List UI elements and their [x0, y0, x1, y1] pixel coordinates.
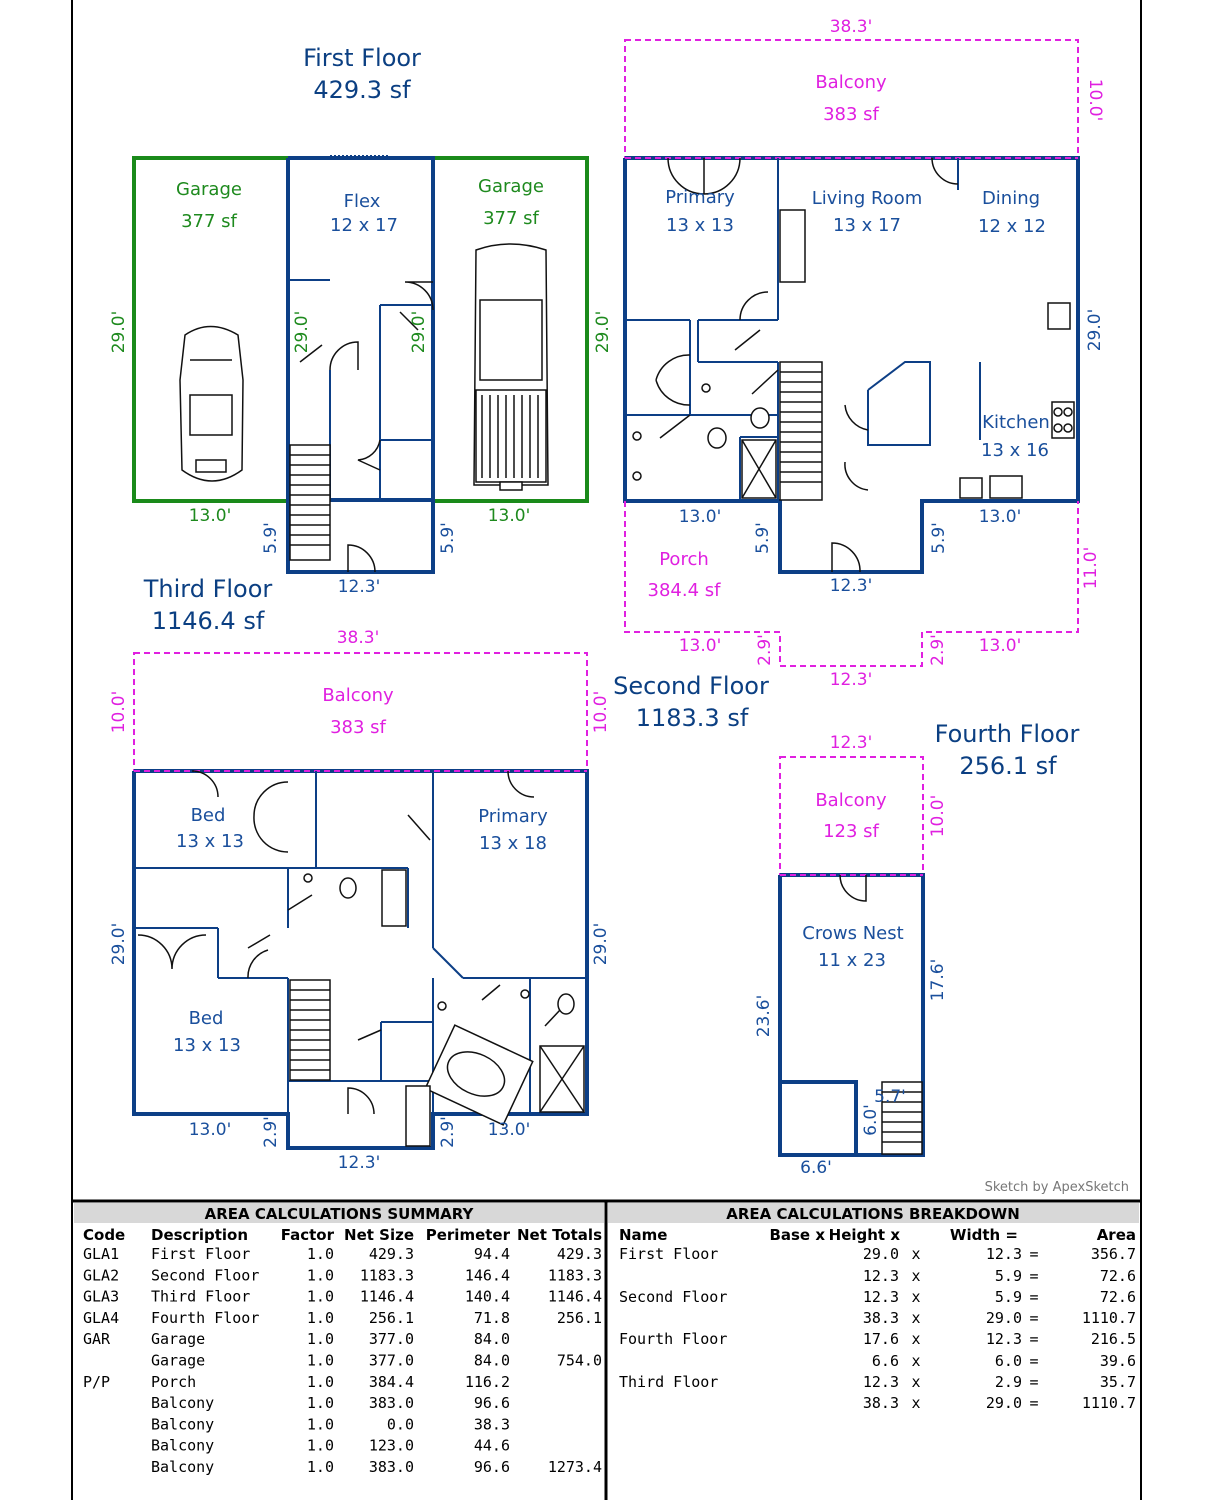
summary-cell: 1146.4	[547, 1287, 602, 1306]
dim-f3-right: 29.0'	[591, 922, 611, 966]
dim-f2-top: 38.3'	[829, 17, 873, 37]
summary-cell: Balcony	[151, 1394, 215, 1413]
truck-icon	[474, 244, 548, 490]
dining-label: Dining	[981, 188, 1041, 209]
fireplace-icon	[780, 210, 805, 282]
summary-header-cell: Description	[151, 1226, 249, 1244]
dim-f4-balcony: 10.0'	[928, 794, 948, 838]
porch-size: 384.4 sf	[647, 580, 721, 601]
fourth-floor-title: Fourth Floor	[934, 720, 1080, 748]
washer-dryer-icon	[406, 1086, 430, 1146]
dim-f1-step-right: 5.9'	[438, 522, 458, 554]
door-arc	[358, 440, 380, 470]
breakdown-cell: x	[911, 1288, 921, 1306]
breakdown-cell: 29.0	[985, 1394, 1022, 1412]
kitchen-size: 13 x 16	[981, 440, 1049, 461]
door-arc	[932, 158, 958, 184]
crows-nest-label: Crows Nest	[802, 923, 904, 944]
door-arc	[840, 875, 866, 901]
dim-f4-notch-top: 5.7'	[874, 1087, 906, 1107]
summary-cell: 71.8	[473, 1308, 510, 1327]
dim-f2-porch-side: 11.0'	[1081, 546, 1101, 590]
flex-size: 12 x 17	[330, 215, 398, 236]
breakdown-cell: =	[1029, 1330, 1039, 1348]
bed-top-size: 13 x 13	[176, 831, 244, 852]
summary-cell: 84.0	[473, 1330, 510, 1349]
dim-f2-step-left: 5.9'	[753, 522, 773, 554]
summary-header-cell: Code	[83, 1226, 126, 1244]
dim-f3-top: 38.3'	[336, 628, 380, 648]
crows-nest-size: 11 x 23	[818, 950, 886, 971]
dim-f2-porch-right: 13.0'	[978, 636, 1022, 656]
breakdown-cell: x	[911, 1394, 921, 1412]
breakdown-cell: Third Floor	[619, 1373, 719, 1391]
dim-f2-right: 29.0'	[1085, 308, 1105, 352]
summary-cell: First Floor	[151, 1245, 251, 1263]
door-leaf	[752, 370, 778, 394]
summary-cell: 1.0	[306, 1330, 334, 1349]
summary-cell: 256.1	[556, 1308, 602, 1327]
summary-rows	[83, 1245, 602, 1476]
dim-f4-bottom: 6.6'	[800, 1158, 832, 1178]
garage-right-label: Garage	[478, 176, 544, 197]
first-floor-title: First Floor	[303, 44, 421, 72]
breakdown-cell: 1110.7	[1081, 1394, 1136, 1412]
summary-cell: GLA2	[83, 1266, 120, 1285]
sink-icon	[633, 432, 641, 440]
summary-headers	[83, 1226, 602, 1244]
door-arc	[248, 950, 268, 978]
summary-cell: GLA4	[83, 1308, 120, 1327]
cooktop-icon	[1052, 402, 1074, 438]
summary-cell: Balcony	[151, 1415, 215, 1434]
door-leaf	[482, 985, 500, 1000]
summary-cell: 754.0	[556, 1351, 602, 1370]
door-arc	[192, 771, 218, 797]
summary-cell: 429.3	[556, 1245, 602, 1263]
dim-f3-left: 29.0'	[109, 922, 129, 966]
porch-label: Porch	[659, 549, 709, 570]
door-leaf	[248, 935, 270, 948]
dim-f1-inner-right: 29.0'	[409, 310, 429, 354]
area-summary-table	[74, 1203, 604, 1476]
closet-door-arc	[254, 782, 288, 852]
closet-door-arc	[656, 355, 690, 405]
dim-f1-inner-left: 29.0'	[292, 310, 312, 354]
first-floor-area: 429.3 sf	[313, 76, 411, 104]
living-room-label: Living Room	[811, 188, 923, 209]
garage-left-label: Garage	[176, 179, 242, 200]
summary-cell: Porch	[151, 1372, 197, 1391]
dim-f1-bottom-left: 13.0'	[188, 506, 232, 526]
summary-header-cell: Net Totals	[516, 1226, 602, 1244]
primary-second-label: Primary	[665, 187, 735, 208]
summary-cell: Fourth Floor	[151, 1308, 260, 1327]
balcony-fourth-outline	[780, 757, 923, 875]
breakdown-cell: 12.3	[862, 1373, 899, 1391]
door-arc	[845, 462, 868, 490]
summary-cell: 1183.3	[359, 1266, 414, 1285]
breakdown-cell: 12.3	[862, 1288, 899, 1306]
door-arc	[845, 405, 868, 430]
breakdown-cell: Fourth Floor	[619, 1330, 728, 1348]
breakdown-cell: x	[911, 1267, 921, 1285]
summary-cell: Balcony	[151, 1458, 215, 1476]
summary-cell: 140.4	[464, 1287, 510, 1306]
dim-f2-bottom: 12.3'	[829, 576, 873, 596]
fridge-icon	[1048, 303, 1070, 329]
summary-cell: 1.0	[306, 1458, 334, 1476]
corner-tub-icon	[425, 1025, 533, 1125]
flex-label: Flex	[343, 191, 381, 212]
dim-f2-balcony: 10.0'	[1085, 78, 1105, 122]
stairs-second	[780, 362, 822, 500]
breakdown-cell: 5.9	[994, 1267, 1022, 1285]
breakdown-cell: 12.3	[985, 1245, 1022, 1263]
breakdown-header-cell: Width =	[949, 1226, 1018, 1244]
garage-left-size: 377 sf	[181, 211, 237, 232]
summary-cell: 1.0	[306, 1351, 334, 1370]
summary-cell: 44.6	[473, 1436, 510, 1455]
breakdown-cell: 38.3	[862, 1309, 899, 1327]
breakdown-header-cell: Area	[1096, 1226, 1136, 1244]
breakdown-cell: x	[911, 1373, 921, 1391]
bed-top-label: Bed	[190, 805, 226, 826]
toilet-icon	[340, 878, 356, 898]
summary-cell: 116.2	[464, 1372, 510, 1391]
dim-f3-balcony-right: 10.0'	[591, 690, 611, 734]
breakdown-cell: x	[911, 1309, 921, 1327]
primary-third-size: 13 x 18	[479, 833, 547, 854]
balcony-third-outline	[134, 653, 587, 771]
toilet-icon	[708, 428, 726, 448]
bed-bottom-size: 13 x 13	[173, 1035, 241, 1056]
dim-f3-bottom-right: 13.0'	[487, 1120, 531, 1140]
balcony-third-size: 383 sf	[330, 717, 386, 738]
door-leaf	[735, 330, 760, 350]
summary-cell: 1.0	[306, 1287, 334, 1306]
breakdown-title: AREA CALCULATIONS BREAKDOWN	[726, 1205, 1020, 1223]
crows-nest-outline-lower	[780, 1082, 856, 1155]
kitchen-label: Kitchen	[982, 412, 1050, 433]
door-arc	[330, 342, 358, 370]
bed-bottom-label: Bed	[188, 1008, 224, 1029]
summary-cell: 1.0	[306, 1415, 334, 1434]
dim-f3-bottom: 12.3'	[337, 1153, 381, 1173]
breakdown-cell: First Floor	[619, 1245, 719, 1263]
summary-cell: Garage	[151, 1330, 206, 1349]
summary-cell: 377.0	[368, 1330, 414, 1349]
breakdown-header-cell: Height x	[828, 1226, 900, 1244]
bathtub-icon	[382, 870, 406, 926]
summary-header-cell: Perimeter	[425, 1226, 510, 1244]
stairs-first	[290, 445, 330, 560]
summary-cell: Second Floor	[151, 1266, 260, 1285]
area-breakdown-table	[608, 1203, 1139, 1412]
summary-cell: 383.0	[368, 1458, 414, 1476]
door-leaf	[660, 415, 690, 438]
breakdown-cell: 12.3	[985, 1330, 1022, 1348]
toilet-icon	[751, 408, 769, 428]
garage-right-size: 377 sf	[483, 208, 539, 229]
breakdown-header-cell: Base x	[769, 1226, 825, 1244]
balcony-second-size: 383 sf	[823, 104, 879, 125]
summary-cell: 1.0	[306, 1372, 334, 1391]
summary-cell: 0.0	[386, 1415, 414, 1434]
door-arc	[348, 545, 375, 572]
summary-cell: 1146.4	[359, 1287, 414, 1306]
breakdown-cell: 38.3	[862, 1394, 899, 1412]
breakdown-cell: 29.0	[985, 1309, 1022, 1327]
balcony-third-label: Balcony	[322, 685, 394, 706]
summary-cell: 1.0	[306, 1266, 334, 1285]
summary-cell: 429.3	[368, 1245, 414, 1263]
breakdown-cell: x	[911, 1352, 921, 1370]
summary-cell: 96.6	[473, 1458, 510, 1476]
summary-title: AREA CALCULATIONS SUMMARY	[204, 1205, 474, 1223]
third-floor-title: Third Floor	[143, 575, 273, 603]
summary-cell: Garage	[151, 1351, 206, 1370]
balcony-fourth-label: Balcony	[815, 790, 887, 811]
car-icon	[180, 327, 243, 482]
sink-icon	[438, 1002, 446, 1010]
dim-f2-porch-step-right: 2.9'	[928, 634, 948, 666]
door-leaf	[545, 1010, 560, 1026]
dim-f2-step-right: 5.9'	[929, 522, 949, 554]
breakdown-cell: 216.5	[1090, 1330, 1136, 1348]
dim-f1-bottom: 12.3'	[337, 577, 381, 597]
breakdown-cell: 1110.7	[1081, 1309, 1136, 1327]
breakdown-cell: =	[1029, 1394, 1039, 1412]
toilet-icon	[558, 994, 574, 1014]
balcony-second-label: Balcony	[815, 72, 887, 93]
summary-cell: 377.0	[368, 1351, 414, 1370]
door-arc	[508, 771, 534, 797]
summary-cell: Third Floor	[151, 1287, 251, 1306]
interior-wall	[433, 948, 463, 978]
summary-cell: 1183.3	[547, 1266, 602, 1285]
dim-f2-bottom-right: 13.0'	[978, 507, 1022, 527]
living-room-size: 13 x 17	[833, 215, 901, 236]
sink-icon	[521, 990, 529, 998]
breakdown-cell: 5.9	[994, 1288, 1022, 1306]
dim-f3-step-left: 2.9'	[261, 1116, 281, 1148]
breakdown-cell: Second Floor	[619, 1288, 728, 1306]
dim-f3-step-right: 2.9'	[438, 1116, 458, 1148]
second-floor-area: 1183.3 sf	[635, 704, 749, 732]
balcony-second-outline	[625, 40, 1078, 158]
sink-icon	[702, 384, 710, 392]
breakdown-cell: 12.3	[862, 1267, 899, 1285]
credit-label: Sketch by ApexSketch	[984, 1180, 1129, 1195]
breakdown-cell: x	[911, 1330, 921, 1348]
dishwasher-icon	[960, 478, 982, 498]
breakdown-cell: 2.9	[994, 1373, 1022, 1391]
stairs-third	[290, 980, 330, 1080]
summary-cell: 96.6	[473, 1394, 510, 1413]
dim-f2-porch-step-left: 2.9'	[755, 634, 775, 666]
summary-header-cell: Factor	[280, 1226, 334, 1244]
first-floor-plan	[109, 44, 613, 597]
breakdown-cell: 6.6	[871, 1352, 899, 1370]
primary-third-label: Primary	[478, 806, 548, 827]
dim-f1-left: 29.0'	[109, 310, 129, 354]
dim-f3-balcony-left: 10.0'	[109, 690, 129, 734]
breakdown-cell: 17.6	[862, 1330, 899, 1348]
breakdown-cell: 356.7	[1090, 1245, 1136, 1263]
summary-cell: 38.3	[473, 1415, 510, 1434]
breakdown-cell: =	[1029, 1267, 1039, 1285]
breakdown-cell: =	[1029, 1309, 1039, 1327]
dim-f2-bottom-left: 13.0'	[678, 507, 722, 527]
second-floor-title: Second Floor	[613, 672, 769, 700]
summary-cell: P/P	[83, 1372, 111, 1391]
dim-f2-porch-left: 13.0'	[678, 636, 722, 656]
summary-cell: 1273.4	[547, 1458, 602, 1476]
breakdown-cell: =	[1029, 1352, 1039, 1370]
door-leaf	[358, 1030, 381, 1040]
third-floor-area: 1146.4 sf	[151, 607, 265, 635]
kitchen-sink-icon	[990, 476, 1022, 498]
summary-cell: 1.0	[306, 1394, 334, 1413]
summary-cell: 384.4	[368, 1372, 414, 1391]
dim-f1-right: 29.0'	[593, 310, 613, 354]
breakdown-cell: 29.0	[862, 1245, 899, 1263]
summary-cell: 256.1	[368, 1308, 414, 1327]
dim-f2-porch-bottom: 12.3'	[829, 670, 873, 690]
summary-cell: GLA3	[83, 1287, 120, 1306]
primary-second-size: 13 x 13	[666, 215, 734, 236]
pantry-outline	[868, 362, 930, 445]
breakdown-cell: =	[1029, 1288, 1039, 1306]
dim-f1-step-left: 5.9'	[261, 522, 281, 554]
dim-f4-left: 23.6'	[754, 994, 774, 1038]
breakdown-cell: 72.6	[1099, 1267, 1136, 1285]
fourth-floor-plan	[754, 720, 1079, 1178]
summary-cell: 146.4	[464, 1266, 510, 1285]
closet-door-arc	[138, 935, 206, 969]
third-floor-plan	[109, 575, 611, 1173]
dim-f4-notch-side: 6.0'	[861, 1104, 881, 1136]
breakdown-cell: 6.0	[994, 1352, 1022, 1370]
summary-cell: 94.4	[473, 1245, 510, 1263]
summary-cell: GAR	[83, 1330, 111, 1349]
summary-header-cell: Net Size	[344, 1226, 414, 1244]
breakdown-header-cell: Name	[619, 1226, 668, 1244]
summary-cell: 84.0	[473, 1351, 510, 1370]
breakdown-cell: 72.6	[1099, 1288, 1136, 1306]
dim-f3-bottom-left: 13.0'	[188, 1120, 232, 1140]
door-arc	[832, 543, 860, 572]
door-leaf	[288, 895, 312, 910]
summary-cell: 383.0	[368, 1394, 414, 1413]
fourth-floor-area: 256.1 sf	[959, 752, 1057, 780]
dim-f1-bottom-right: 13.0'	[487, 506, 531, 526]
breakdown-cell: =	[1029, 1373, 1039, 1391]
sink-icon	[633, 472, 641, 480]
dim-f4-right: 17.6'	[928, 958, 948, 1002]
second-floor-plan	[613, 17, 1105, 732]
door-leaf	[408, 815, 430, 840]
breakdown-headers	[619, 1226, 1136, 1244]
sink-icon	[304, 874, 312, 882]
breakdown-rows	[619, 1245, 1136, 1412]
dining-size: 12 x 12	[978, 216, 1046, 237]
summary-cell: 1.0	[306, 1436, 334, 1455]
balcony-fourth-size: 123 sf	[823, 821, 879, 842]
summary-cell: Balcony	[151, 1436, 215, 1455]
breakdown-cell: 39.6	[1099, 1352, 1136, 1370]
summary-cell: GLA1	[83, 1245, 120, 1263]
breakdown-cell: =	[1029, 1245, 1039, 1263]
door-arc	[348, 1088, 374, 1114]
summary-cell: 123.0	[368, 1436, 414, 1455]
breakdown-cell: x	[911, 1245, 921, 1263]
summary-cell: 1.0	[306, 1245, 334, 1263]
breakdown-cell: 35.7	[1099, 1373, 1136, 1391]
door-arc	[740, 292, 768, 320]
summary-cell: 1.0	[306, 1308, 334, 1327]
dim-f4-top: 12.3'	[829, 733, 873, 753]
